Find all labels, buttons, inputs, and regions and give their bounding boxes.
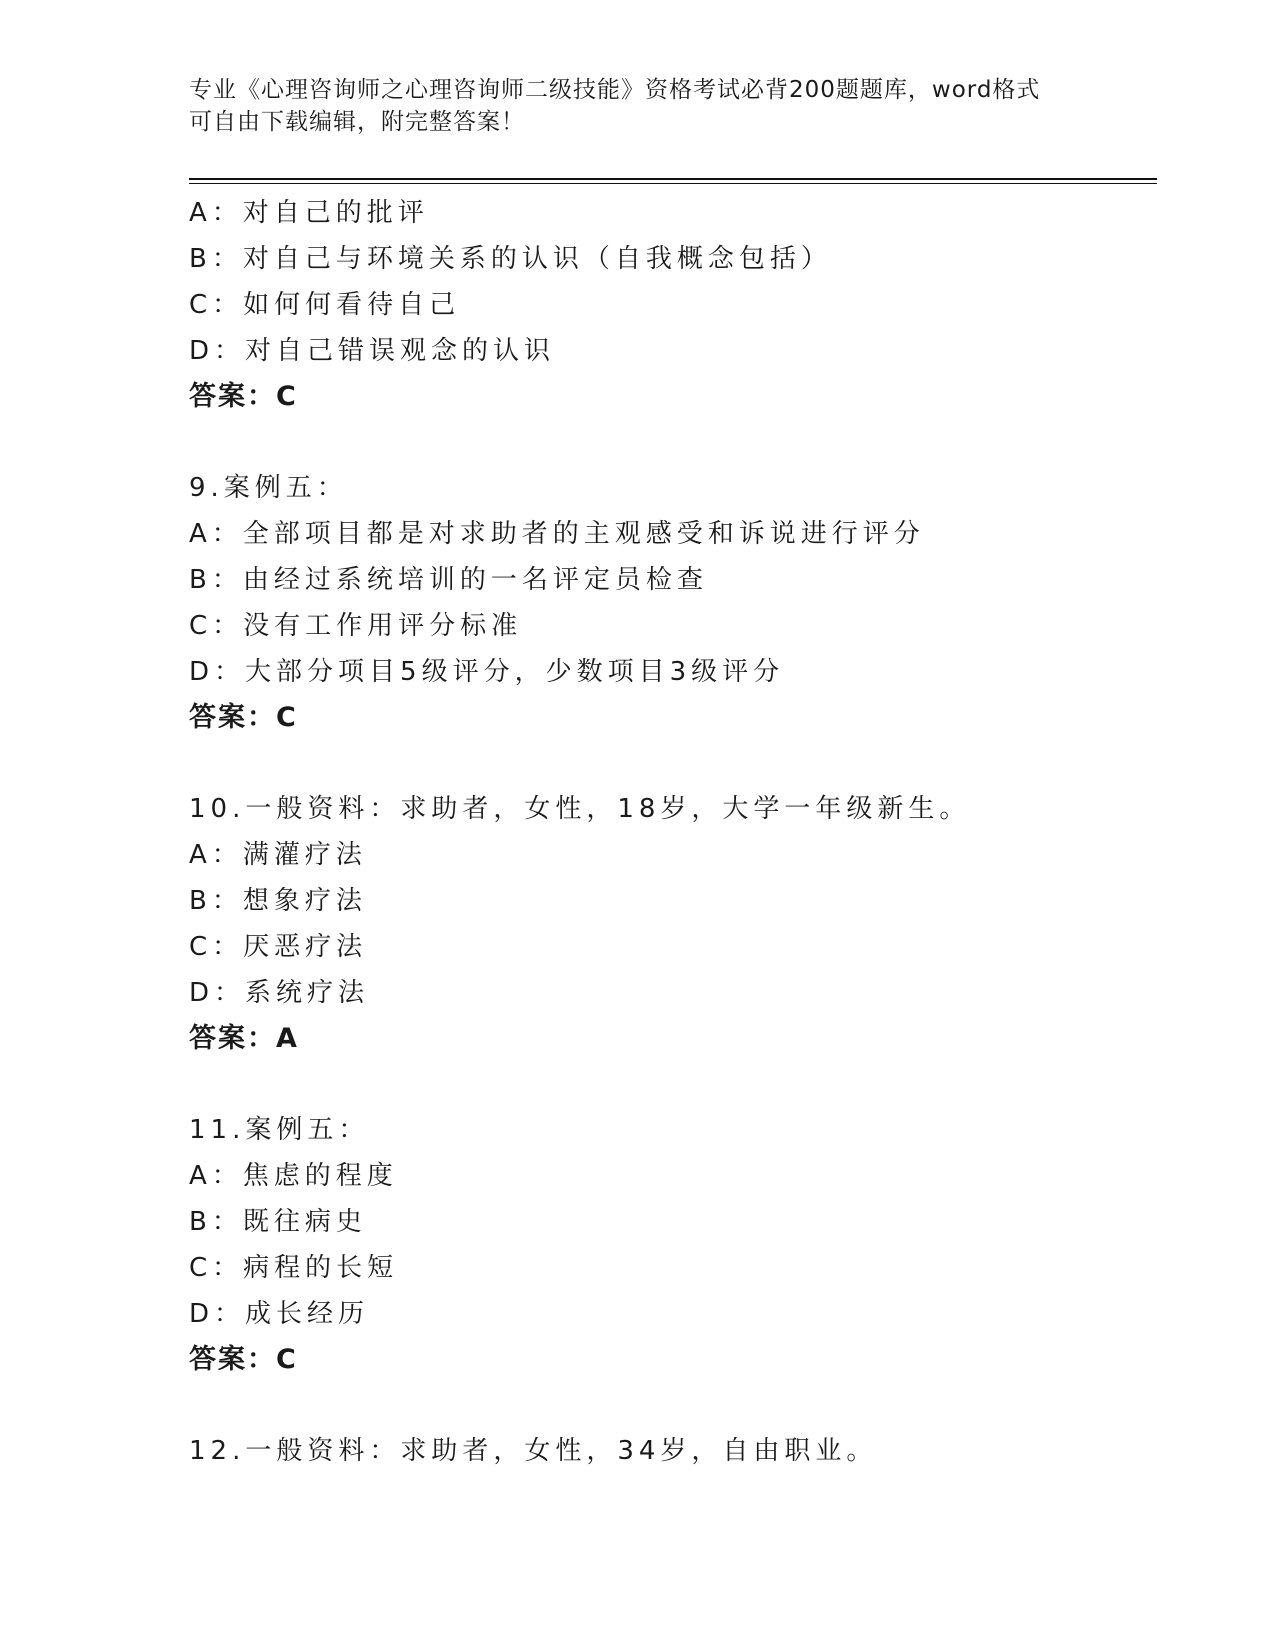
option-d: D：大部分项目5级评分，少数项目3级评分 [189,657,785,687]
question-title: 12.一般资料：求助者，女性，34岁，自由职业。 [189,1436,878,1466]
question-block [189,1428,1159,1474]
question-title: 11.案例五： [189,1115,370,1145]
option-d: D：成长经历 [189,1299,370,1329]
option-c: C：病程的长短 [189,1253,399,1283]
question-block [189,1107,1159,1383]
option-a: A：满灌疗法 [189,840,367,870]
option-a: A：对自己的批评 [189,198,429,228]
option-b: B：对自己与环境关系的认识（自我概念包括） [189,244,832,274]
option-b: B：想象疗法 [189,886,367,916]
question-title: 9.案例五： [189,473,348,503]
header-rule-thick [189,178,1157,180]
option-c: C：没有工作用评分标准 [189,611,523,641]
question-block [189,190,1159,420]
option-b: B：既往病史 [189,1207,367,1237]
answer-line: 答案：C [189,381,298,412]
option-d: D：系统疗法 [189,978,370,1008]
answer-line: 答案：A [189,1023,299,1054]
question-list [189,190,1159,1474]
document-header [189,74,1089,138]
question-block [189,465,1159,741]
answer-line: 答案：C [189,702,298,733]
option-c: C：厌恶疗法 [189,932,368,962]
option-b: B：由经过系统培训的一名评定员检查 [189,565,708,595]
option-d: D：对自己错误观念的认识 [189,336,556,366]
option-a: A：焦虑的程度 [189,1161,398,1191]
header-rule-thin [189,183,1157,184]
answer-line: 答案：C [189,1344,298,1375]
option-a: A：全部项目都是对求助者的主观感受和诉说进行评分 [189,519,925,549]
header-line-2: 可自由下载编辑，附完整答案！ [189,109,525,135]
header-line-1: 专业《心理咨询师之心理咨询师二级技能》资格考试必背200题题库，word格式 [189,77,1041,103]
option-c: C：如何何看待自己 [189,290,461,320]
question-block [189,786,1159,1062]
question-title: 10.一般资料：求助者，女性，18岁，大学一年级新生。 [189,794,971,824]
